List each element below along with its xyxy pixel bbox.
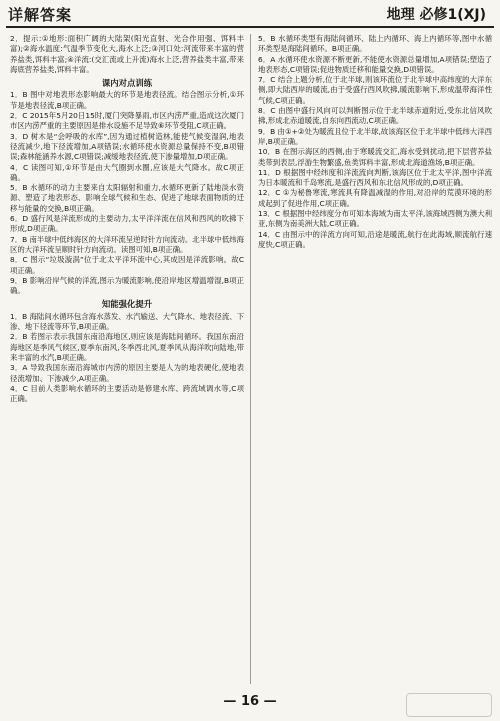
answer-paragraph: 10．B 在图示海区的西侧,由于寒暖流交汇,海水受到扰动,把下层营养盐类带到表层,浮游生物繁盛,鱼类饵料丰富,形成北海道渔场,B项正确。 (258, 147, 492, 167)
header-right-title: 地理 必修1(XJ) (386, 7, 486, 23)
answer-paragraph: 4．C 目前人类影响水循环的主要活动是修建水库、跨流域调水等,C项正确。 (10, 383, 244, 404)
answer-paragraph: 13．C 根据图中经纬度分布可知本海域为南太平洋,该海域西侧为澳大利亚,东侧为南美洲大陆,C项正确。 (258, 209, 492, 229)
answer-paragraph: 6．D 盛行风是洋流形成的主要动力,太平洋洋流在信风和西风的吹拂下形成,D项正确。 (10, 214, 244, 234)
page-header (0, 0, 500, 34)
answer-paragraph: 14．C 由图示中的洋流方向可知,沿途是暖流,航行在此海域,顺流航行速度快,C项正确。 (258, 229, 492, 249)
answer-paragraph: 2．提示:①地形:面积广阔的大陆架(阳光直射、光合作用强、饵料丰富);②海水温度:气温季节变化大,海水上泛;③河口处:河流带来丰富的营养盐类,饵料丰富;④洋流:(交汇流或上升流)海水上泛,营养盐类丰富,带来海底营养盐类,饵料丰富。 (10, 34, 244, 74)
answer-paragraph: 5．B 水循环类型有海陆间循环、陆上内循环、海上内循环等,图中水循环类型是海陆间循环。B项正确。 (258, 34, 492, 54)
answer-paragraph: 5．B 水循环的动力主要来自太阳辐射和重力,水循环更新了陆地淡水资源、塑造了地表形态、影响全球气候和生态、促进了地球表面物质的迁移与能量的交换,B项正确。 (10, 183, 244, 213)
section-heading: 知能强化提升 (101, 299, 153, 310)
section-heading: 课内对点训练 (101, 78, 153, 89)
answer-paragraph: 12．C ①为秘鲁寒流,寒流具有降温减湿的作用,对沿岸的荒漠环境的形成起到了促进作用,C项正确。 (258, 188, 492, 208)
page-number-text: — 16 — (223, 694, 276, 709)
right-column (258, 34, 492, 684)
answer-paragraph: 9．B 由①+②处为暖流且位于北半球,故该海区位于北半球中低纬大洋西岸,B项正确。 (258, 126, 492, 146)
answer-paragraph: 7．B 南半球中低纬海区的大洋环流呈逆时针方向流动。北半球中低纬海区的大洋环流呈顺时针方向流动。读图可知,B项正确。 (10, 234, 244, 254)
watermark-logo (406, 693, 492, 717)
left-column (10, 34, 244, 684)
answer-paragraph: 1．B 海陆间水循环包含海水蒸发、水汽输送、大气降水、地表径流、下渗、地下径流等环节,B项正确。 (10, 311, 244, 332)
answer-paragraph: 3．A 导致我国东南沿海城市内涝的原因主要是人为的地表硬化,使地表径流增加、下渗减少,A项正确。 (10, 363, 244, 383)
answer-paragraph: 7．C 结合上题分析,位于北半球,则该环流位于北半球中高纬度的大洋东侧,即大陆西岸的暖流,由于受盛行西风吹拂,暖流影响下,形成温带海洋性气候,C项正确。 (258, 75, 492, 105)
answer-paragraph: 2．C 2015年5月20日15时,厦门突降暴雨,市区内涝严重,造成这次厦门市区内涝严重的主要原因是排水设施不足导致⑥环节受阻,C项正确。 (10, 111, 244, 131)
answer-paragraph: 8．C 图示“垃圾漩涡”位于北太平洋环流中心,其成因是洋流影响。故C项正确。 (10, 255, 244, 275)
answer-paragraph: 8．C 由图中盛行风向可以判断图示位于北半球赤道附近,受东北信风吹拂,形成北赤道暖流,自东向西流动,C项正确。 (258, 106, 492, 126)
column-divider (250, 34, 251, 684)
answer-paragraph: 4．C 读图可知,①环节是由大气圈到水圈,应该是大气降水。故C项正确。 (10, 162, 244, 182)
header-left-title: 详解答案 (8, 6, 73, 24)
answer-paragraph: 6．A 水循环使水资源不断更新,不能使水资源总量增加,A项错误;塑造了地表形态,C项错误;促进物质迁移和能量交换,D项错误。 (258, 54, 492, 74)
header-rule (6, 26, 494, 28)
answer-paragraph: 11．D 根据图中经纬度和洋流流向判断,该海区位于北太平洋,图中洋流为日本暖流和千岛寒流,是盛行西风和东北信风形成的,D项正确。 (258, 167, 492, 188)
answer-paragraph: 3．D 树木是“会呼吸的水库”,因为通过植树造林,能使气候变湿润,地表径流减少,地下径流增加,A项错误;水循环使水资源总量保持不变,B项错误;森林能涵养水源,C项错误;减缓地表径流,使下渗量增加,D项正确。 (10, 131, 244, 162)
answer-paragraph: 9．B 影响沿岸气候的洋流,图示为暖流影响,使沿岸地区增温增湿,B项正确。 (10, 275, 244, 296)
answer-paragraph: 1．B 图中对地表形态影响最大的环节是地表径流。结合图示分析,①环节是地表径流,B项正确。 (10, 90, 244, 110)
answer-paragraph: 2．B 若图示表示我国东南沿海地区,则应该是海陆间循环。我国东南沿海地区是季风气候区,夏季东南风,冬季西北风,夏季风从海洋吹向陆地,带来丰富的水汽,B项正确。 (10, 332, 244, 362)
